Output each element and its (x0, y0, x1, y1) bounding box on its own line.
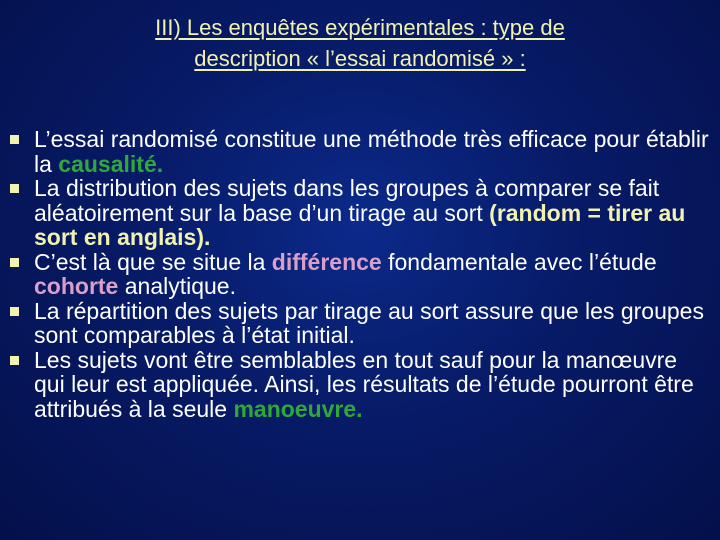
slide-title-line-2: description « l’essai randomisé » : (194, 46, 526, 71)
bullet-1-text: L’essai randomisé constitue une méthode très efficace pour établir la (34, 126, 709, 177)
square-bullet-icon (10, 184, 19, 193)
bullet-3-text-a: C’est là que se situe la (34, 248, 272, 275)
bullet-3-text-c: analytique. (118, 273, 236, 299)
bullet-item-3 (0, 250, 720, 299)
bullet-1-highlight-causalite: causalité. (58, 150, 164, 177)
square-bullet-icon (10, 356, 19, 365)
bullet-5-highlight-manoeuvre: manoeuvre. (233, 395, 363, 422)
slide-title-line-1: III) Les enquêtes expérimentales : type de (155, 15, 565, 40)
bullet-2-highlight-random: (random = tirer au sort en anglais). (34, 199, 686, 250)
bullet-2-text: La distribution des sujets dans les groupes à comparer se fait aléatoirement sur la base d’un tirage au sort (34, 175, 660, 226)
bullet-item-5 (0, 348, 720, 422)
bullet-3-highlight-cohorte: cohorte (34, 273, 119, 299)
square-bullet-icon (10, 135, 19, 144)
bullet-5-text: Les sujets vont être semblables en tout sauf pour la manœuvre qui leur est appliquée. Ainsi, les résultats de l’étude pourront être attribués à la seule (34, 346, 694, 422)
square-bullet-icon (10, 307, 19, 316)
bullet-3-text-b: fondamentale avec l’étude (381, 248, 657, 275)
bullet-4-text: La répartition des sujets par tirage au sort assure que les groupes sont comparables à l’état initial. (34, 297, 704, 348)
slide-title (0, 12, 720, 74)
square-bullet-icon (10, 258, 19, 267)
bullet-item-4 (0, 299, 720, 348)
bullet-3-highlight-difference: différence (271, 248, 382, 275)
bullet-item-2 (0, 176, 720, 250)
bullet-list (0, 127, 720, 421)
bullet-item-1 (0, 127, 720, 176)
